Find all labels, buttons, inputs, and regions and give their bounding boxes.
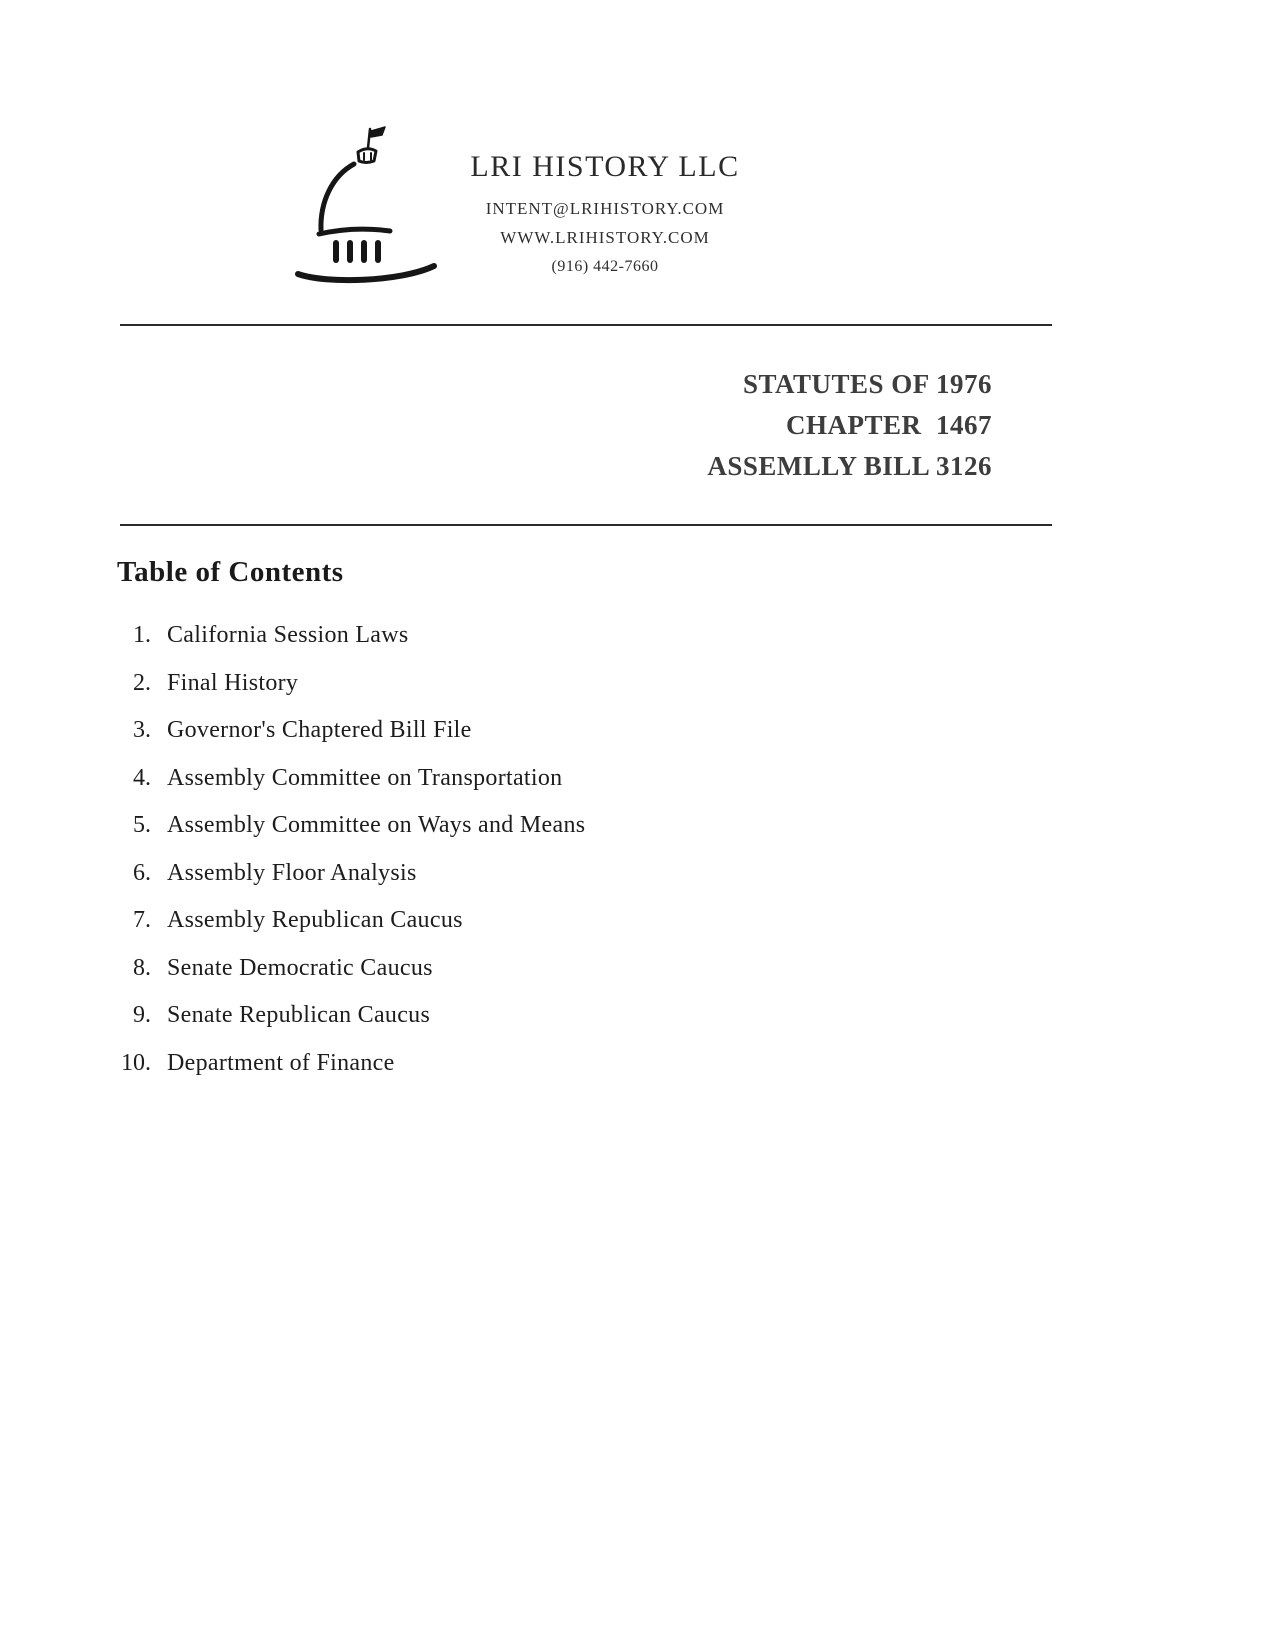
- company-email: INTENT@LRIHISTORY.COM: [485, 199, 725, 218]
- toc-item: [117, 1050, 817, 1098]
- company-website: WWW.LRIHISTORY.COM: [500, 228, 710, 247]
- toc-list: [117, 622, 817, 1097]
- statutes-heading: [707, 364, 992, 487]
- toc-item: [117, 860, 817, 908]
- toc-item: [117, 765, 817, 813]
- toc-item-label: California Session Laws: [167, 622, 409, 648]
- toc-item-label: Assembly Republican Caucus: [167, 907, 463, 933]
- toc-item-label: Assembly Committee on Transportation: [167, 764, 563, 791]
- toc-item-label: Assembly Floor Analysis: [167, 859, 417, 886]
- toc-item-number: 10.: [121, 1049, 151, 1076]
- statutes-line-3: ASSEMLLY BILL 3126: [707, 451, 992, 481]
- toc-item: [117, 717, 817, 765]
- toc-item-number: 7.: [133, 907, 151, 933]
- divider-top: [120, 324, 1052, 326]
- toc-item-label: Governor's Chaptered Bill File: [167, 717, 472, 743]
- toc-item-label: Senate Democratic Caucus: [167, 954, 433, 981]
- company-name: LRI HISTORY LLC: [470, 150, 740, 183]
- toc-item-label: Assembly Committee on Ways and Means: [167, 812, 586, 838]
- statutes-line-1: STATUTES OF 1976: [742, 369, 992, 399]
- statutes-line-2: CHAPTER 1467: [785, 410, 992, 440]
- toc-item: [117, 812, 817, 860]
- toc-item-number: 2.: [133, 669, 151, 696]
- toc-item-number: 6.: [133, 859, 151, 886]
- toc-item-number: 1.: [133, 622, 151, 648]
- letterhead: [445, 150, 765, 276]
- toc-item-number: 5.: [133, 812, 151, 838]
- toc-item: [117, 907, 817, 955]
- toc-item: [117, 955, 817, 1003]
- toc-item-label: Senate Republican Caucus: [167, 1002, 431, 1028]
- toc-item-label: Department of Finance: [167, 1049, 395, 1076]
- toc-item: [117, 622, 817, 670]
- toc-item-number: 8.: [133, 954, 151, 981]
- divider-bottom: [120, 524, 1052, 526]
- toc-item-number: 9.: [133, 1002, 151, 1028]
- toc-item-number: 4.: [133, 764, 151, 791]
- company-logo: [292, 122, 442, 287]
- toc-item-number: 3.: [133, 717, 151, 743]
- toc-item: [117, 670, 817, 718]
- company-phone: (916) 442-7660: [551, 258, 659, 275]
- toc-item-label: Final History: [167, 669, 299, 696]
- capitol-dome-icon: [292, 122, 442, 287]
- toc-item: [117, 1002, 817, 1050]
- toc-title: Table of Contents: [117, 556, 344, 588]
